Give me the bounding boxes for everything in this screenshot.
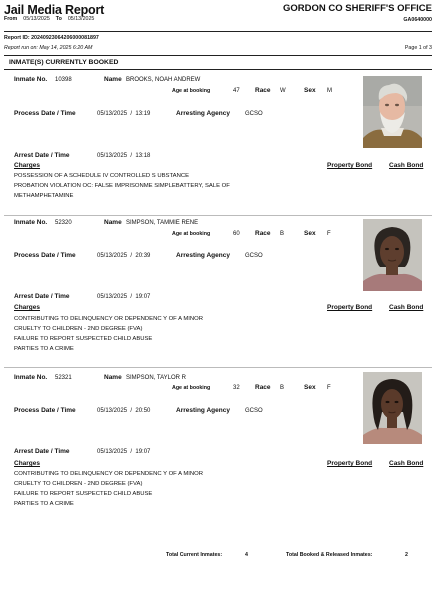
sex: M <box>327 88 332 94</box>
process-date: 05/13/2025 <box>97 111 128 117</box>
charges-label: Charges <box>14 162 41 169</box>
age-label: Age at booking <box>172 231 211 237</box>
cash-bond-label: Cash Bond <box>389 460 424 467</box>
arrest-time: 19:07 <box>135 449 151 455</box>
cash-bond-label: Cash Bond <box>389 304 424 311</box>
process-date: 05/13/2025 <box>97 253 128 259</box>
inmate-no-label: Inmate No. <box>14 76 48 83</box>
arrest-time: 19:07 <box>135 294 151 300</box>
charge-item: POSSESSION OF A SCHEDULE IV CONTROLLED S UBSTANCE <box>14 173 190 179</box>
charge-item: CRUELTY TO CHILDREN - 2ND DEGREE (FVA) <box>14 326 143 332</box>
inmate-no: 52320 <box>55 220 72 226</box>
arrest-label: Arrest Date / Time <box>14 152 70 159</box>
name-label: Name <box>104 374 122 381</box>
process-label: Process Date / Time <box>14 110 76 117</box>
charges-label: Charges <box>14 460 41 467</box>
inmate-name: SIMPSON, TAYLOR R <box>126 375 187 381</box>
charge-item: PARTIES TO A CRIME <box>14 346 74 352</box>
section-title: INMATE(S) CURRENTLY BOOKED <box>9 59 119 66</box>
from-date: 05/13/2025 <box>23 16 50 22</box>
sex-label: Sex <box>304 87 316 94</box>
run-on: Report run on: May 14, 2025 6:20 AM <box>4 45 93 51</box>
race-label: Race <box>255 87 271 94</box>
process-time: 20:50 <box>135 408 151 414</box>
sex: F <box>327 231 331 237</box>
section-rule-top <box>4 55 432 56</box>
age: 47 <box>233 88 240 94</box>
inmate-no: 52321 <box>55 375 72 381</box>
mugshot-photo <box>363 76 422 148</box>
agency-label: Arresting Agency <box>176 110 230 117</box>
process-date-time: 05/13/2025 / 20:50 <box>97 408 151 414</box>
arrest-date: 05/13/2025 <box>97 449 128 455</box>
sex-label: Sex <box>304 384 316 391</box>
process-label: Process Date / Time <box>14 407 76 414</box>
total-booked-label: Total Booked & Released Inmates: <box>286 552 373 558</box>
charge-item: FAILURE TO REPORT SUSPECTED CHILD ABUSE <box>14 336 153 342</box>
arrest-date-time: 05/13/2025 / 19:07 <box>97 294 151 300</box>
agency-label: Arresting Agency <box>176 407 230 414</box>
arrest-time: 13:18 <box>135 153 151 159</box>
date-range <box>4 16 94 22</box>
arresting-agency: GCSO <box>245 111 263 117</box>
report-id-label: Report ID: <box>4 35 30 41</box>
name-label: Name <box>104 219 122 226</box>
inmate-no-label: Inmate No. <box>14 374 48 381</box>
mugshot-woman-icon <box>363 219 422 291</box>
to-label: To <box>55 16 62 22</box>
header-rule <box>4 31 432 32</box>
agency-label: Arresting Agency <box>176 252 230 259</box>
process-date-time: 05/13/2025 / 13:19 <box>97 111 151 117</box>
office-name: GORDON CO SHERIFF'S OFFICE <box>283 3 432 14</box>
charges-label: Charges <box>14 304 41 311</box>
arrest-date-time: 05/13/2025 / 19:07 <box>97 449 151 455</box>
arrest-label: Arrest Date / Time <box>14 448 70 455</box>
charge-item: CRUELTY TO CHILDREN - 2ND DEGREE (FVA) <box>14 481 143 487</box>
inmate-name: SIMPSON, TAMMIE RENE <box>126 220 199 226</box>
page-number: Page 1 of 3 <box>404 45 432 51</box>
age: 32 <box>233 385 240 391</box>
race: W <box>280 88 286 94</box>
section-rule-bottom <box>4 69 432 70</box>
name-label: Name <box>104 76 122 83</box>
mugshot-photo <box>363 372 422 444</box>
report-id-value: 20240923064206000081897 <box>31 35 99 41</box>
process-label: Process Date / Time <box>14 252 76 259</box>
total-current-value: 4 <box>245 552 248 558</box>
property-bond-label: Property Bond <box>327 304 373 311</box>
race: B <box>280 231 285 237</box>
charge-item: PARTIES TO A CRIME <box>14 501 74 507</box>
arresting-agency: GCSO <box>245 253 263 259</box>
to-date: 05/13/2025 <box>67 16 95 22</box>
inmate-name: BROOKS, NOAH ANDREW <box>126 77 201 83</box>
sex: F <box>327 385 331 391</box>
age-label: Age at booking <box>172 385 211 391</box>
arrest-label: Arrest Date / Time <box>14 293 70 300</box>
inmate-no-label: Inmate No. <box>14 219 48 226</box>
report-title: Jail Media Report <box>4 3 105 17</box>
charge-item: CONTRIBUTING TO DELINQUENCY OR DEPENDENC Y OF A MINOR <box>14 471 203 477</box>
process-date: 05/13/2025 <box>97 408 128 414</box>
property-bond-label: Property Bond <box>327 460 373 467</box>
property-bond-label: Property Bond <box>327 162 373 169</box>
charge-item: PROBATION VIOLATION OC: FALSE IMPRISONME SIMPLEBATTERY, SALE OF METHAMPHETAMINE <box>14 183 230 199</box>
process-time: 20:39 <box>135 253 151 259</box>
race: B <box>280 385 285 391</box>
arrest-date: 05/13/2025 <box>97 294 128 300</box>
mugshot-photo <box>363 219 422 291</box>
process-date-time: 05/13/2025 / 20:39 <box>97 253 151 259</box>
inmate-no: 10398 <box>55 77 72 83</box>
sex-label: Sex <box>304 230 316 237</box>
arrest-date-time: 05/13/2025 / 13:18 <box>97 153 151 159</box>
report-id <box>4 35 99 41</box>
process-time: 13:19 <box>135 111 151 117</box>
mugshot-woman-icon <box>363 372 422 444</box>
age-label: Age at booking <box>172 88 211 94</box>
agency-code: GA0640000 <box>403 17 432 23</box>
age: 60 <box>233 231 240 237</box>
arrest-date: 05/13/2025 <box>97 153 128 159</box>
mugshot-man-icon <box>363 76 422 148</box>
charge-item: FAILURE TO REPORT SUSPECTED CHILD ABUSE <box>14 491 153 497</box>
charge-item: CONTRIBUTING TO DELINQUENCY OR DEPENDENC Y OF A MINOR <box>14 316 203 322</box>
total-current-label: Total Current Inmates: <box>166 552 223 558</box>
record-separator <box>4 367 432 368</box>
from-label: From <box>4 16 18 22</box>
arresting-agency: GCSO <box>245 408 263 414</box>
cash-bond-label: Cash Bond <box>389 162 424 169</box>
race-label: Race <box>255 384 271 391</box>
record-separator <box>4 215 432 216</box>
race-label: Race <box>255 230 271 237</box>
total-booked-value: 2 <box>405 552 408 558</box>
